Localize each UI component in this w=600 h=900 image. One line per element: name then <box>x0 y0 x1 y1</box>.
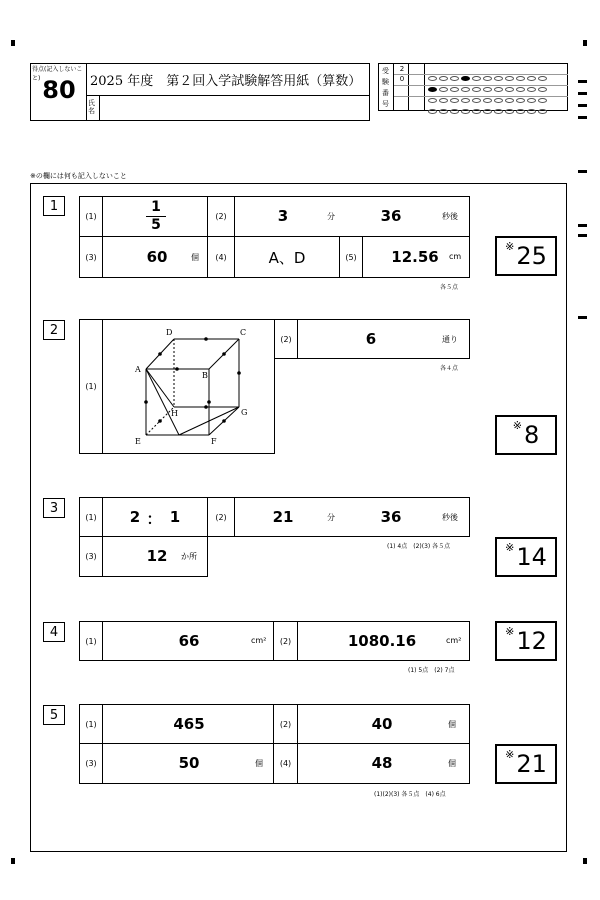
registration-mark <box>583 40 587 46</box>
question-number: 1 <box>43 196 65 216</box>
name-label: 氏名 <box>88 99 95 115</box>
vertex-label: A <box>135 365 141 374</box>
answer-unit: 個 <box>448 720 456 729</box>
vertex-label: B <box>202 371 208 380</box>
part-label: (3) <box>85 252 97 262</box>
answer-cell[interactable] <box>298 622 469 660</box>
answer-value: 21 <box>272 508 294 526</box>
answer-value: 36 <box>380 207 402 225</box>
question-number: 4 <box>43 622 65 642</box>
exam-number-label: 受験番号 <box>382 67 389 108</box>
question-number: 3 <box>43 498 65 518</box>
answer-value: 1080.16 <box>347 632 417 650</box>
answer-value: 2 <box>129 508 141 526</box>
points-note: (1) 4点 (2)(3) 各５点 <box>387 543 451 550</box>
answer-unit: 個 <box>255 759 263 768</box>
vertex-label: D <box>166 328 173 337</box>
answer-value: 12 <box>146 547 168 565</box>
answer-value: 6 <box>365 330 377 348</box>
ratio-colon: ： <box>146 510 162 528</box>
part-label: (2) <box>279 636 292 646</box>
score-box: ※ 25 <box>495 236 557 276</box>
part-label: (1) <box>85 636 97 646</box>
question-number: 5 <box>43 705 65 725</box>
answer-value: 66 <box>178 632 200 650</box>
exam-digit: 2 <box>399 65 405 73</box>
registration-mark <box>11 40 15 46</box>
part-label: (4) <box>279 759 292 768</box>
score-box: ※ 12 <box>495 621 557 661</box>
answer-value: 12.56 <box>391 248 439 266</box>
answer-unit: か所 <box>181 552 197 561</box>
timing-mark <box>578 234 587 237</box>
answer-unit: cm² <box>251 636 267 645</box>
answer-cell[interactable] <box>235 197 469 236</box>
bubble-row[interactable] <box>427 99 548 118</box>
answer-unit: 秒後 <box>442 212 458 221</box>
points-note: 各４点 <box>440 365 459 372</box>
answer-cell[interactable] <box>103 498 207 536</box>
timing-mark <box>578 224 587 227</box>
answer-value: 40 <box>371 715 393 733</box>
points-note: 各５点 <box>440 284 459 291</box>
answer-unit: 分 <box>327 513 335 522</box>
answer-value: 48 <box>371 754 393 772</box>
question-number: 2 <box>43 320 65 340</box>
timing-mark <box>578 116 587 119</box>
points-note: (1) 5点 (2) 7点 <box>408 667 455 674</box>
answer-unit: 通り <box>442 335 458 344</box>
answer-cell[interactable] <box>103 622 273 660</box>
answer-unit: 分 <box>327 212 335 221</box>
answer-cell[interactable] <box>363 237 469 277</box>
answer-unit: 秒後 <box>442 513 458 522</box>
part-label: (2) <box>279 719 292 729</box>
part-label: (3) <box>85 759 97 768</box>
page-title: 2025 年度 第２回入学試験解答用紙（算数） <box>90 74 362 89</box>
score-box: ※ 21 <box>495 744 557 784</box>
answer-value: 1 <box>169 508 181 526</box>
part-label: (2) <box>215 212 227 221</box>
part-label: (1) <box>85 212 97 221</box>
score-box: ※ 14 <box>495 537 557 577</box>
answer-cell[interactable] <box>298 705 469 743</box>
part-label: (5) <box>345 252 357 262</box>
answer-cell[interactable] <box>103 237 207 277</box>
answer-cell[interactable] <box>103 705 273 743</box>
total-score: 80 <box>42 76 76 104</box>
vertex-label: G <box>241 408 248 417</box>
timing-mark <box>578 92 587 95</box>
answer-unit: 個 <box>191 253 199 262</box>
answer-cell[interactable]: A、D <box>268 248 306 267</box>
vertex-label: H <box>171 409 178 418</box>
answer-value: 50 <box>178 754 200 772</box>
answer-cell[interactable] <box>298 744 469 783</box>
answer-value: 36 <box>380 508 402 526</box>
answer-value: 465 <box>173 715 205 733</box>
score-box: ※ 8 <box>495 415 557 455</box>
vertex-label: C <box>240 328 247 337</box>
fraction-numerator: 1 <box>151 199 161 215</box>
answer-unit: 個 <box>448 759 456 768</box>
vertex-label: F <box>211 437 217 446</box>
cube-figure <box>103 320 274 453</box>
answer-unit: cm <box>449 252 462 261</box>
timing-mark <box>578 170 587 173</box>
registration-mark <box>583 858 587 864</box>
part-label: (1) <box>85 382 97 391</box>
vertex-label: E <box>135 437 141 446</box>
answer-cell[interactable] <box>103 537 207 576</box>
answer-value: 3 <box>277 207 289 225</box>
answer-cell[interactable] <box>103 197 207 236</box>
answer-cell[interactable] <box>298 320 469 358</box>
part-label: (2) <box>215 512 227 522</box>
part-label: (1) <box>85 719 97 729</box>
part-label: (1) <box>85 512 97 522</box>
timing-mark <box>578 80 587 83</box>
exam-digit: 0 <box>399 75 405 83</box>
name-field[interactable] <box>100 96 368 120</box>
part-label: (2) <box>280 334 292 344</box>
instruction-note: ※の欄には何も記入しないこと <box>30 172 127 180</box>
timing-mark <box>578 104 587 107</box>
answer-cell[interactable] <box>235 498 469 536</box>
fraction-denominator: 5 <box>151 217 161 233</box>
answer-cell[interactable] <box>103 744 273 783</box>
score-label: 得点(記入しないこと) <box>32 66 83 82</box>
answer-unit: cm² <box>446 636 462 645</box>
answer-value: 60 <box>146 248 168 266</box>
part-label: (4) <box>215 252 227 262</box>
part-label: (3) <box>85 552 97 561</box>
registration-mark <box>11 858 15 864</box>
timing-mark <box>578 316 587 319</box>
points-note: (1)(2)(3) 各５点 (4) 6点 <box>374 791 446 798</box>
